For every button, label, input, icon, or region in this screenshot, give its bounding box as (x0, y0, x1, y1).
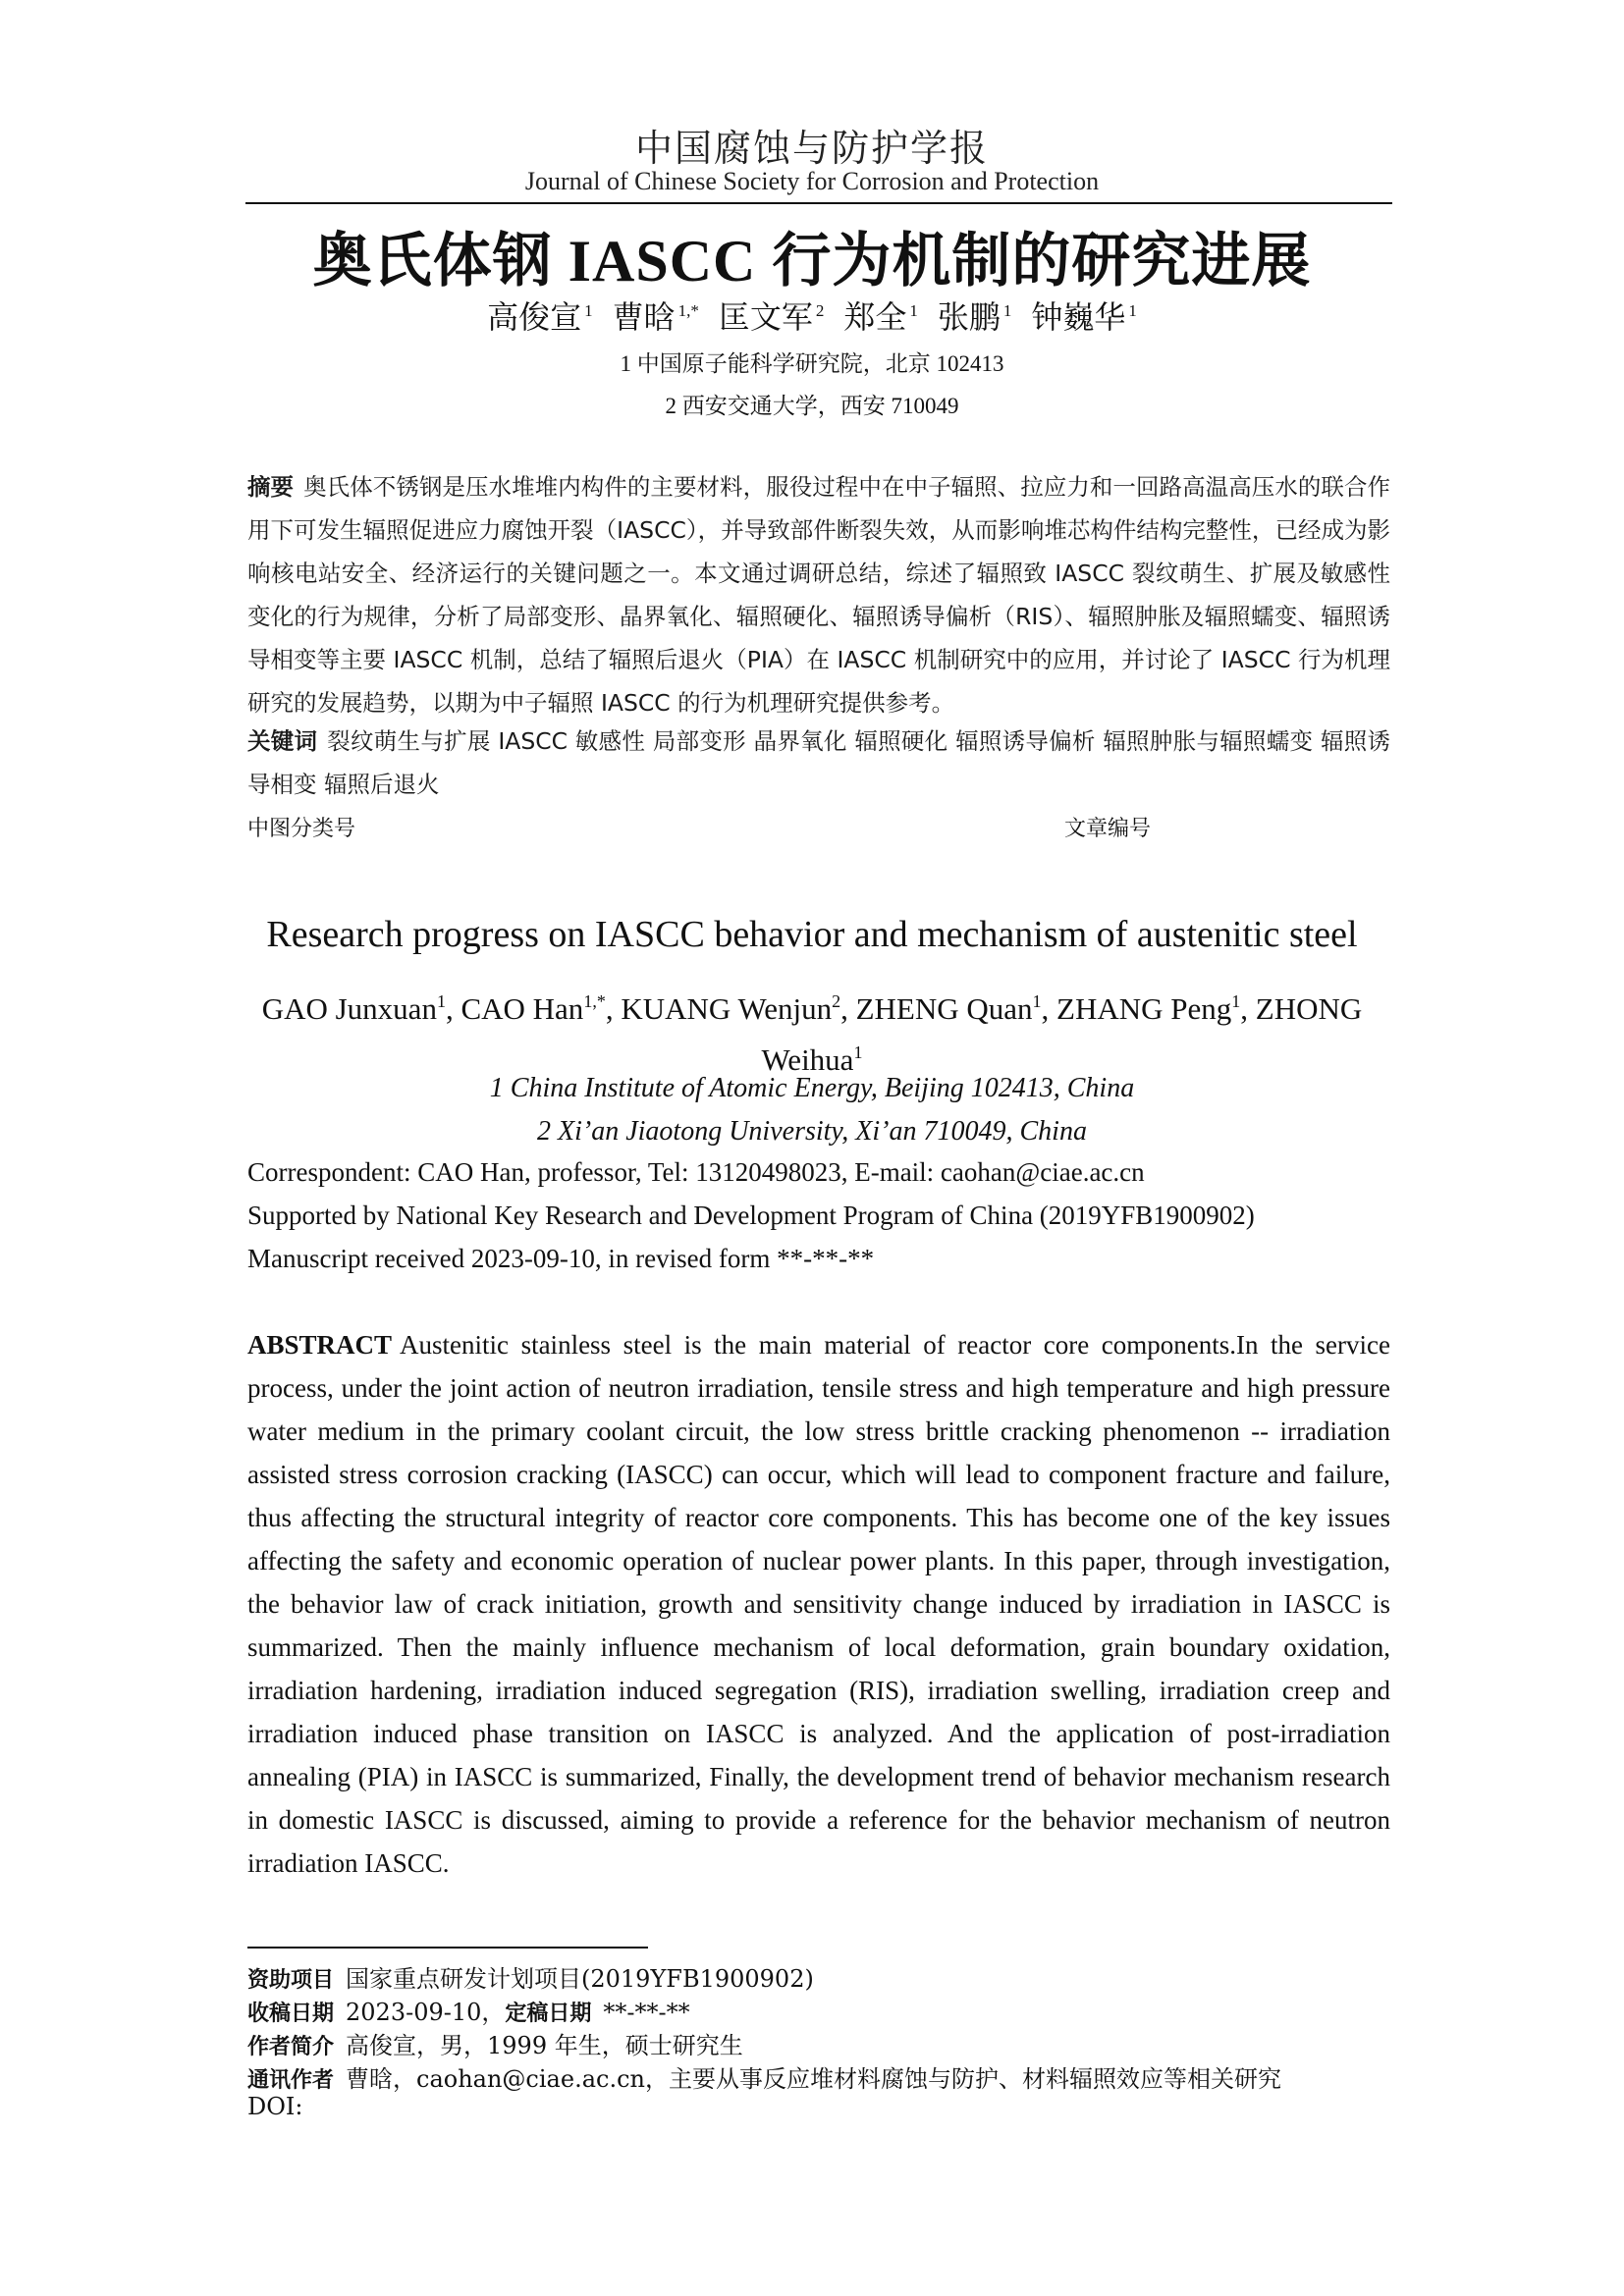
abstract-cn-label: 摘要 (247, 473, 295, 501)
author-cn: 曹晗 $^{1,*}$ (612, 299, 699, 335)
author-en: ZHANG Peng$^1$ (1056, 991, 1241, 1026)
author-cn: 郑全 $^1$ (843, 299, 918, 335)
journal-name-cn: 中国腐蚀与防护学报 (634, 129, 989, 170)
keywords-cn (247, 720, 1390, 806)
funding-value: 国家重点研发计划项目(2019YFB1900902) (346, 1965, 814, 1993)
affiliation-en-2: 2 Xi’an Jiaotong University, Xi’an 710049, China (537, 1116, 1087, 1147)
footnote-dates (247, 1993, 1390, 2027)
abstract-en-label: ABSTRACT (247, 1330, 393, 1360)
funding-line-en: Supported by National Key Research and Development Program of China (2019YFB1900902) (247, 1201, 1255, 1230)
footnote-corresponding (247, 2059, 1390, 2094)
doi-label: DOI: (247, 2093, 303, 2120)
footnote-divider (247, 1947, 648, 1949)
author-en: CAO Han$^{1,*}$ (460, 991, 606, 1026)
funding-label: 资助项目 (247, 1968, 335, 1993)
affiliation-cn-1: 1 中国原子能科学研究院，北京 102413 (620, 351, 1004, 376)
abstract-cn (247, 465, 1390, 724)
abstract-en (247, 1323, 1390, 1885)
author-cn: 匡文军 $^2$ (718, 299, 825, 335)
keywords-cn-text: 裂纹萌生与扩展 IASCC 敏感性 局部变形 晶界氧化 辐照硬化 辐照诱导偏析 辐照肿胀与辐照蠕变 辐照诱导相变 辐照后退火 (247, 727, 1391, 798)
affiliation-cn-2: 2 西安交通大学，西安 710049 (665, 394, 959, 418)
footnote-author-bio (247, 2026, 1390, 2060)
abstract-cn-text: 奥氏体不锈钢是压水堆堆内构件的主要材料，服役过程中在中子辐照、拉应力和一回路高温高压水的联合作用下可发生辐照促进应力腐蚀开裂（IASCC），并导致部件断裂失效，从而影响堆芯构件结构完整性，已经成为影响核电站安全、经济运行的关键问题之一。本文通过调研总结，综述了辐照致 IASCC 裂纹萌生、扩展及敏感性变化的行为规律，分析了局部变形、晶界氧化、辐照硬化、辐照诱导偏析（RIS）、辐照肿胀及辐照蠕变、辐照诱导相变等主要 IASCC 机制，总结了辐照后退火（PIA）在 IASCC 机制研究中的应用，并讨论了 IASCC 行为机理研究的发展趋势，以期为中子辐照 IASCC 的行为机理研究提供参考。 (247, 473, 1391, 717)
clc-label: 中图分类号 (247, 817, 356, 841)
article-number-label: 文章编号 (1064, 817, 1152, 841)
author-list-en: GAO Junxuan$^1$, CAO Han$^{1,*}$, KUANG Wenjun$^2$, ZHENG Quan$^1$, ZHANG Peng$^1$, ZHONG Weihua$^1$ (261, 991, 1363, 1077)
corresponding-value: 曹晗，caohan@ciae.ac.cn，主要从事反应堆材料腐蚀与防护、材料辐照效应等相关研究 (346, 2065, 1281, 2093)
author-cn: 钟巍华 $^1$ (1031, 299, 1137, 335)
keywords-cn-label: 关键词 (247, 727, 318, 755)
footnote-funding (247, 1959, 1390, 1994)
manuscript-dates-line: Manuscript received 2023-09-10, in revised form **-**-** (247, 1244, 875, 1273)
received-label: 收稿日期 (247, 2002, 335, 2026)
final-value: **-**-** (603, 1999, 690, 2026)
author-cn: 张鹏 $^1$ (937, 299, 1012, 335)
author-en: ZHONG Weihua$^1$ (761, 991, 1363, 1077)
author-cn: 高俊宣 $^1$ (487, 299, 593, 335)
footnote-doi (247, 2093, 1390, 2121)
header-divider (245, 202, 1392, 204)
author-en: GAO Junxuan$^1$ (261, 991, 446, 1026)
author-list-cn (0, 293, 1624, 338)
author-en: ZHENG Quan$^1$ (855, 991, 1042, 1026)
classification-row (247, 812, 1390, 847)
paper-title-en: Research progress on IASCC behavior and mechanism of austenitic steel (266, 914, 1358, 955)
author-bio-label: 作者简介 (247, 2035, 335, 2059)
paper-title-cn: 奥氏体钢 IASCC 行为机制的研究进展 (312, 229, 1312, 294)
author-bio-value: 高俊宣，男，1999 年生，硕士研究生 (346, 2032, 743, 2059)
affiliation-en-1: 1 China Institute of Atomic Energy, Beijing 102413, China (489, 1073, 1135, 1103)
final-label: 定稿日期 (505, 2002, 592, 2026)
journal-name-en: Journal of Chinese Society for Corrosion and Protection (524, 167, 1100, 195)
correspondent-line: Correspondent: CAO Han, professor, Tel: 13120498023, E-mail: caohan@ciae.ac.cn (247, 1157, 1145, 1187)
abstract-en-text: Austenitic stainless steel is the main material of reactor core components.In the service process, under the joint action of neutron irradiation, tensile stress and high temperature and high pressure water medium in the primary coolant circuit, the low stress brittle cracking phenomenon -- irradiation assisted stress corrosion cracking (IASCC) can occur, which will lead to component fracture and failure, thus affecting the structural integrity of reactor core components. This has become one of the key issues affecting the safety and economic operation of nuclear power plants. In this paper, through investigation, the behavior law of crack initiation, growth and sensitivity change induced by irradiation in IASCC is summarized. Then the mainly influence mechanism of local deformation, grain boundary oxidation, irradiation hardening, irradiation induced segregation (RIS), irradiation swelling, irradiation creep and irradiation induced phase transition on IASCC is analyzed. And the application of post-irradiation annealing (PIA) in IASCC is summarized, Finally, the development trend of behavior mechanism research in domestic IASCC is discussed, aiming to provide a reference for the behavior mechanism of neutron irradiation IASCC. (247, 1330, 1390, 1878)
received-value: 2023-09-10， (346, 1999, 506, 2026)
author-en: KUANG Wenjun$^2$ (621, 991, 841, 1026)
corresponding-label: 通讯作者 (247, 2068, 335, 2093)
